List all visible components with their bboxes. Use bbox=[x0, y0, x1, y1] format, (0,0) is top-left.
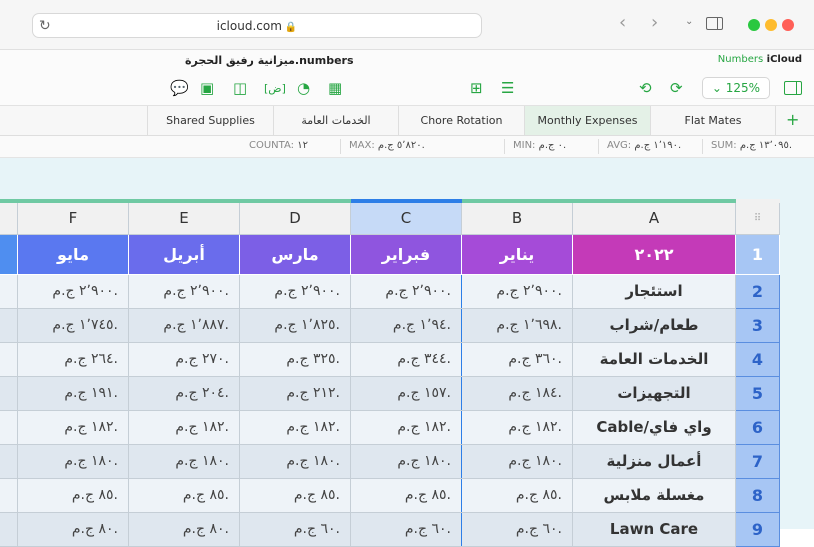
header-row bbox=[0, 234, 780, 274]
data-cell[interactable]: ١٨٠ ج.م. bbox=[129, 444, 240, 478]
expenses-table bbox=[0, 199, 780, 547]
column-header[interactable]: A bbox=[573, 201, 736, 234]
table-viewport bbox=[0, 199, 779, 539]
row-number[interactable]: 8 bbox=[736, 478, 780, 512]
data-cell[interactable] bbox=[0, 512, 18, 546]
column-header[interactable]: B bbox=[462, 201, 573, 234]
tab-label: Monthly Expenses bbox=[537, 114, 638, 127]
shape-icon[interactable]: ◫ bbox=[233, 79, 248, 97]
data-cell[interactable]: ١٨٢ ج.م. bbox=[462, 410, 573, 444]
comment-icon[interactable]: 💬 bbox=[170, 79, 189, 97]
text-icon[interactable]: [ض] bbox=[264, 82, 286, 95]
data-cell[interactable]: ١٨٠ ج.م. bbox=[351, 444, 462, 478]
zoom-value: 125% bbox=[725, 81, 761, 95]
header-cell[interactable]: فبراير bbox=[351, 234, 462, 274]
app-brand bbox=[718, 54, 802, 65]
table-row bbox=[0, 308, 780, 342]
column-header-row bbox=[0, 201, 780, 234]
header-cell[interactable]: يناير bbox=[462, 234, 573, 274]
browser-toolbar bbox=[0, 0, 814, 50]
data-cell[interactable]: ٢١٢ ج.م. bbox=[240, 376, 351, 410]
header-cell[interactable]: ٢٠٢٢ bbox=[573, 234, 736, 274]
tab-monthly-expenses[interactable] bbox=[524, 106, 650, 135]
forward-icon[interactable]: › bbox=[651, 12, 659, 33]
table-handle-icon[interactable]: ⠿ bbox=[736, 201, 780, 234]
back-icon[interactable]: ‹ bbox=[619, 12, 627, 33]
data-cell[interactable]: ١٨٢ ج.م. bbox=[18, 410, 129, 444]
header-cell[interactable]: مايو bbox=[18, 234, 129, 274]
zoom-control[interactable] bbox=[702, 77, 770, 99]
format-panel-icon[interactable] bbox=[784, 81, 802, 95]
table-row bbox=[0, 512, 780, 546]
organize-icon[interactable]: ⊞ bbox=[470, 79, 483, 97]
redo-icon[interactable]: ⟳ bbox=[670, 79, 683, 97]
tab-label: Chore Rotation bbox=[420, 114, 503, 127]
stat-key: MIN: bbox=[513, 140, 536, 151]
data-cell[interactable] bbox=[0, 342, 18, 376]
tab-utilities[interactable] bbox=[273, 106, 398, 135]
data-cell[interactable]: ٢٬٩٠٠ ج.م. bbox=[351, 274, 462, 308]
data-cell[interactable] bbox=[0, 444, 18, 478]
reload-icon[interactable]: ↻ bbox=[39, 18, 51, 34]
data-cell[interactable]: ١٬٦٩٨ ج.م. bbox=[462, 308, 573, 342]
data-cell[interactable]: ٨٥ ج.م. bbox=[240, 478, 351, 512]
document-title[interactable]: ميزانية رفيق الحجرة.numbers bbox=[185, 54, 354, 67]
category-cell[interactable]: Lawn Care bbox=[573, 512, 736, 546]
column-header[interactable] bbox=[0, 201, 18, 234]
data-cell[interactable]: ٣٢٥ ج.م. bbox=[240, 342, 351, 376]
category-cell[interactable]: طعام/شراب bbox=[573, 308, 736, 342]
stat-key: AVG: bbox=[607, 140, 632, 151]
brand-icloud: iCloud bbox=[766, 54, 802, 65]
stat-min[interactable] bbox=[513, 140, 566, 151]
formula-stats-bar bbox=[0, 136, 814, 158]
data-cell[interactable]: ٦٠ ج.م. bbox=[462, 512, 573, 546]
data-cell[interactable] bbox=[0, 410, 18, 444]
header-cell[interactable]: أبريل bbox=[129, 234, 240, 274]
media-icon[interactable]: ▣ bbox=[200, 79, 215, 97]
data-cell[interactable]: ١٨٢ ج.م. bbox=[240, 410, 351, 444]
stat-value: ١٣٬٠٩٥ ج.م. bbox=[739, 140, 793, 151]
chart-icon[interactable]: ◔ bbox=[297, 79, 311, 97]
column-header[interactable]: F bbox=[18, 201, 129, 234]
data-cell[interactable]: ١٨٢ ج.م. bbox=[129, 410, 240, 444]
stat-counta[interactable] bbox=[249, 140, 308, 151]
category-cell[interactable]: Cable/واي فاي bbox=[573, 410, 736, 444]
data-cell[interactable]: ١٬٩٤ ج.م. bbox=[351, 308, 462, 342]
data-cell[interactable]: ١٬٨٢٥ ج.م. bbox=[240, 308, 351, 342]
stat-avg[interactable] bbox=[607, 140, 681, 151]
data-cell[interactable]: ١٥٧ ج.م. bbox=[351, 376, 462, 410]
data-cell[interactable]: ٨٥ ج.م. bbox=[462, 478, 573, 512]
category-cell[interactable]: مغسلة ملابس bbox=[573, 478, 736, 512]
data-cell[interactable]: ٣٤٤ ج.م. bbox=[351, 342, 462, 376]
browser-sidebar-icon[interactable] bbox=[706, 17, 723, 30]
stat-value: ١٢ bbox=[297, 140, 308, 151]
table-row bbox=[0, 274, 780, 308]
sheet-canvas bbox=[0, 158, 814, 539]
data-cell[interactable]: ١٨٠ ج.م. bbox=[18, 444, 129, 478]
table-row bbox=[0, 478, 780, 512]
column-header[interactable]: E bbox=[129, 201, 240, 234]
stat-value: ١٬١٩٠ ج.م. bbox=[634, 140, 682, 151]
header-cell[interactable]: مارس bbox=[240, 234, 351, 274]
data-cell[interactable]: ١٨٠ ج.م. bbox=[462, 444, 573, 478]
url-text: icloud.com bbox=[216, 19, 282, 33]
divider bbox=[340, 139, 341, 154]
data-cell[interactable]: ٨٥ ج.م. bbox=[351, 478, 462, 512]
data-cell[interactable] bbox=[0, 478, 18, 512]
stat-key: SUM: bbox=[711, 140, 737, 151]
category-cell[interactable]: الخدمات العامة bbox=[573, 342, 736, 376]
data-cell[interactable] bbox=[0, 274, 18, 308]
table-row bbox=[0, 342, 780, 376]
add-sheet-icon[interactable]: + bbox=[786, 110, 800, 129]
chevron-down-icon: ⌄ bbox=[711, 81, 722, 95]
data-cell[interactable]: ٢٬٩٠٠ ج.م. bbox=[18, 274, 129, 308]
window-zoom-button[interactable] bbox=[748, 19, 760, 31]
data-cell[interactable]: ٨٥ ج.م. bbox=[18, 478, 129, 512]
tab-label: Shared Supplies bbox=[166, 114, 255, 127]
chevron-down-icon[interactable]: ⌄ bbox=[685, 16, 694, 27]
column-header-selected[interactable]: C bbox=[351, 201, 462, 234]
lock-icon: 🔒 bbox=[284, 22, 298, 33]
row-number[interactable]: 5 bbox=[736, 376, 780, 410]
data-cell[interactable]: ٣٦٠ ج.م. bbox=[462, 342, 573, 376]
app-header bbox=[0, 50, 814, 72]
divider bbox=[702, 139, 703, 154]
divider bbox=[504, 139, 505, 154]
header-cell[interactable] bbox=[0, 234, 18, 274]
row-number[interactable]: 4 bbox=[736, 342, 780, 376]
data-cell[interactable]: ٦٠ ج.م. bbox=[351, 512, 462, 546]
row-number[interactable]: 3 bbox=[736, 308, 780, 342]
sheet-tabs bbox=[0, 106, 814, 136]
window-minimize-button[interactable] bbox=[765, 19, 777, 31]
data-cell[interactable]: ٢٦٤ ج.م. bbox=[18, 342, 129, 376]
row-number[interactable]: 9 bbox=[736, 512, 780, 546]
tab-chore-rotation[interactable] bbox=[398, 106, 524, 135]
row-number[interactable]: 2 bbox=[736, 274, 780, 308]
tab-label: الخدمات العامة bbox=[301, 114, 371, 127]
data-cell[interactable]: ١٩١ ج.م. bbox=[18, 376, 129, 410]
data-cell[interactable] bbox=[0, 376, 18, 410]
data-cell[interactable]: ١٬٧٤٥ ج.م. bbox=[18, 308, 129, 342]
data-cell[interactable]: ١٨٤ ج.م. bbox=[462, 376, 573, 410]
data-cell[interactable]: ١٨٠ ج.م. bbox=[240, 444, 351, 478]
table-row bbox=[0, 444, 780, 478]
window-close-button[interactable] bbox=[782, 19, 794, 31]
category-cell[interactable]: استئجار bbox=[573, 274, 736, 308]
table-row bbox=[0, 410, 780, 444]
tab-shared-supplies[interactable] bbox=[147, 106, 273, 135]
address-bar[interactable] bbox=[32, 13, 482, 38]
stat-value: ٥٬٨٢٠ ج.م. bbox=[377, 140, 425, 151]
stat-key: COUNTA: bbox=[249, 140, 295, 151]
row-number[interactable]: 7 bbox=[736, 444, 780, 478]
column-header[interactable]: D bbox=[240, 201, 351, 234]
data-cell[interactable]: ٨٠ ج.م. bbox=[18, 512, 129, 546]
tab-label: Flat Mates bbox=[684, 114, 742, 127]
data-cell[interactable]: ٨٥ ج.م. bbox=[129, 478, 240, 512]
stat-sum[interactable] bbox=[711, 140, 792, 151]
data-cell[interactable]: ٢٧٠ ج.م. bbox=[129, 342, 240, 376]
brand-numbers: Numbers bbox=[717, 54, 764, 65]
stat-key: MAX: bbox=[349, 140, 375, 151]
table-row bbox=[0, 376, 780, 410]
data-cell[interactable]: ٢٠٤ ج.م. bbox=[129, 376, 240, 410]
category-cell[interactable]: التجهيزات bbox=[573, 376, 736, 410]
category-cell[interactable]: أعمال منزلية bbox=[573, 444, 736, 478]
data-cell[interactable]: ٢٬٩٠٠ ج.م. bbox=[462, 274, 573, 308]
numbers-toolbar bbox=[0, 72, 814, 106]
data-cell[interactable]: ٨٠ ج.م. bbox=[129, 512, 240, 546]
data-cell[interactable]: ١٬٨٨٧ ج.م. bbox=[129, 308, 240, 342]
row-number[interactable]: 6 bbox=[736, 410, 780, 444]
row-number[interactable]: 1 bbox=[736, 234, 780, 274]
stat-max[interactable] bbox=[349, 140, 425, 151]
data-cell[interactable]: ٢٬٩٠٠ ج.م. bbox=[129, 274, 240, 308]
data-cell[interactable]: ٢٬٩٠٠ ج.م. bbox=[240, 274, 351, 308]
divider bbox=[598, 139, 599, 154]
stat-value: ٠ ج.م. bbox=[538, 140, 567, 151]
data-cell[interactable] bbox=[0, 308, 18, 342]
tab-flat-mates[interactable] bbox=[650, 106, 776, 135]
undo-icon[interactable]: ⟲ bbox=[639, 79, 652, 97]
format-list-icon[interactable]: ☰ bbox=[501, 79, 515, 97]
data-cell[interactable]: ١٨٢ ج.م. bbox=[351, 410, 462, 444]
data-cell[interactable]: ٦٠ ج.م. bbox=[240, 512, 351, 546]
table-icon[interactable]: ▦ bbox=[328, 79, 343, 97]
